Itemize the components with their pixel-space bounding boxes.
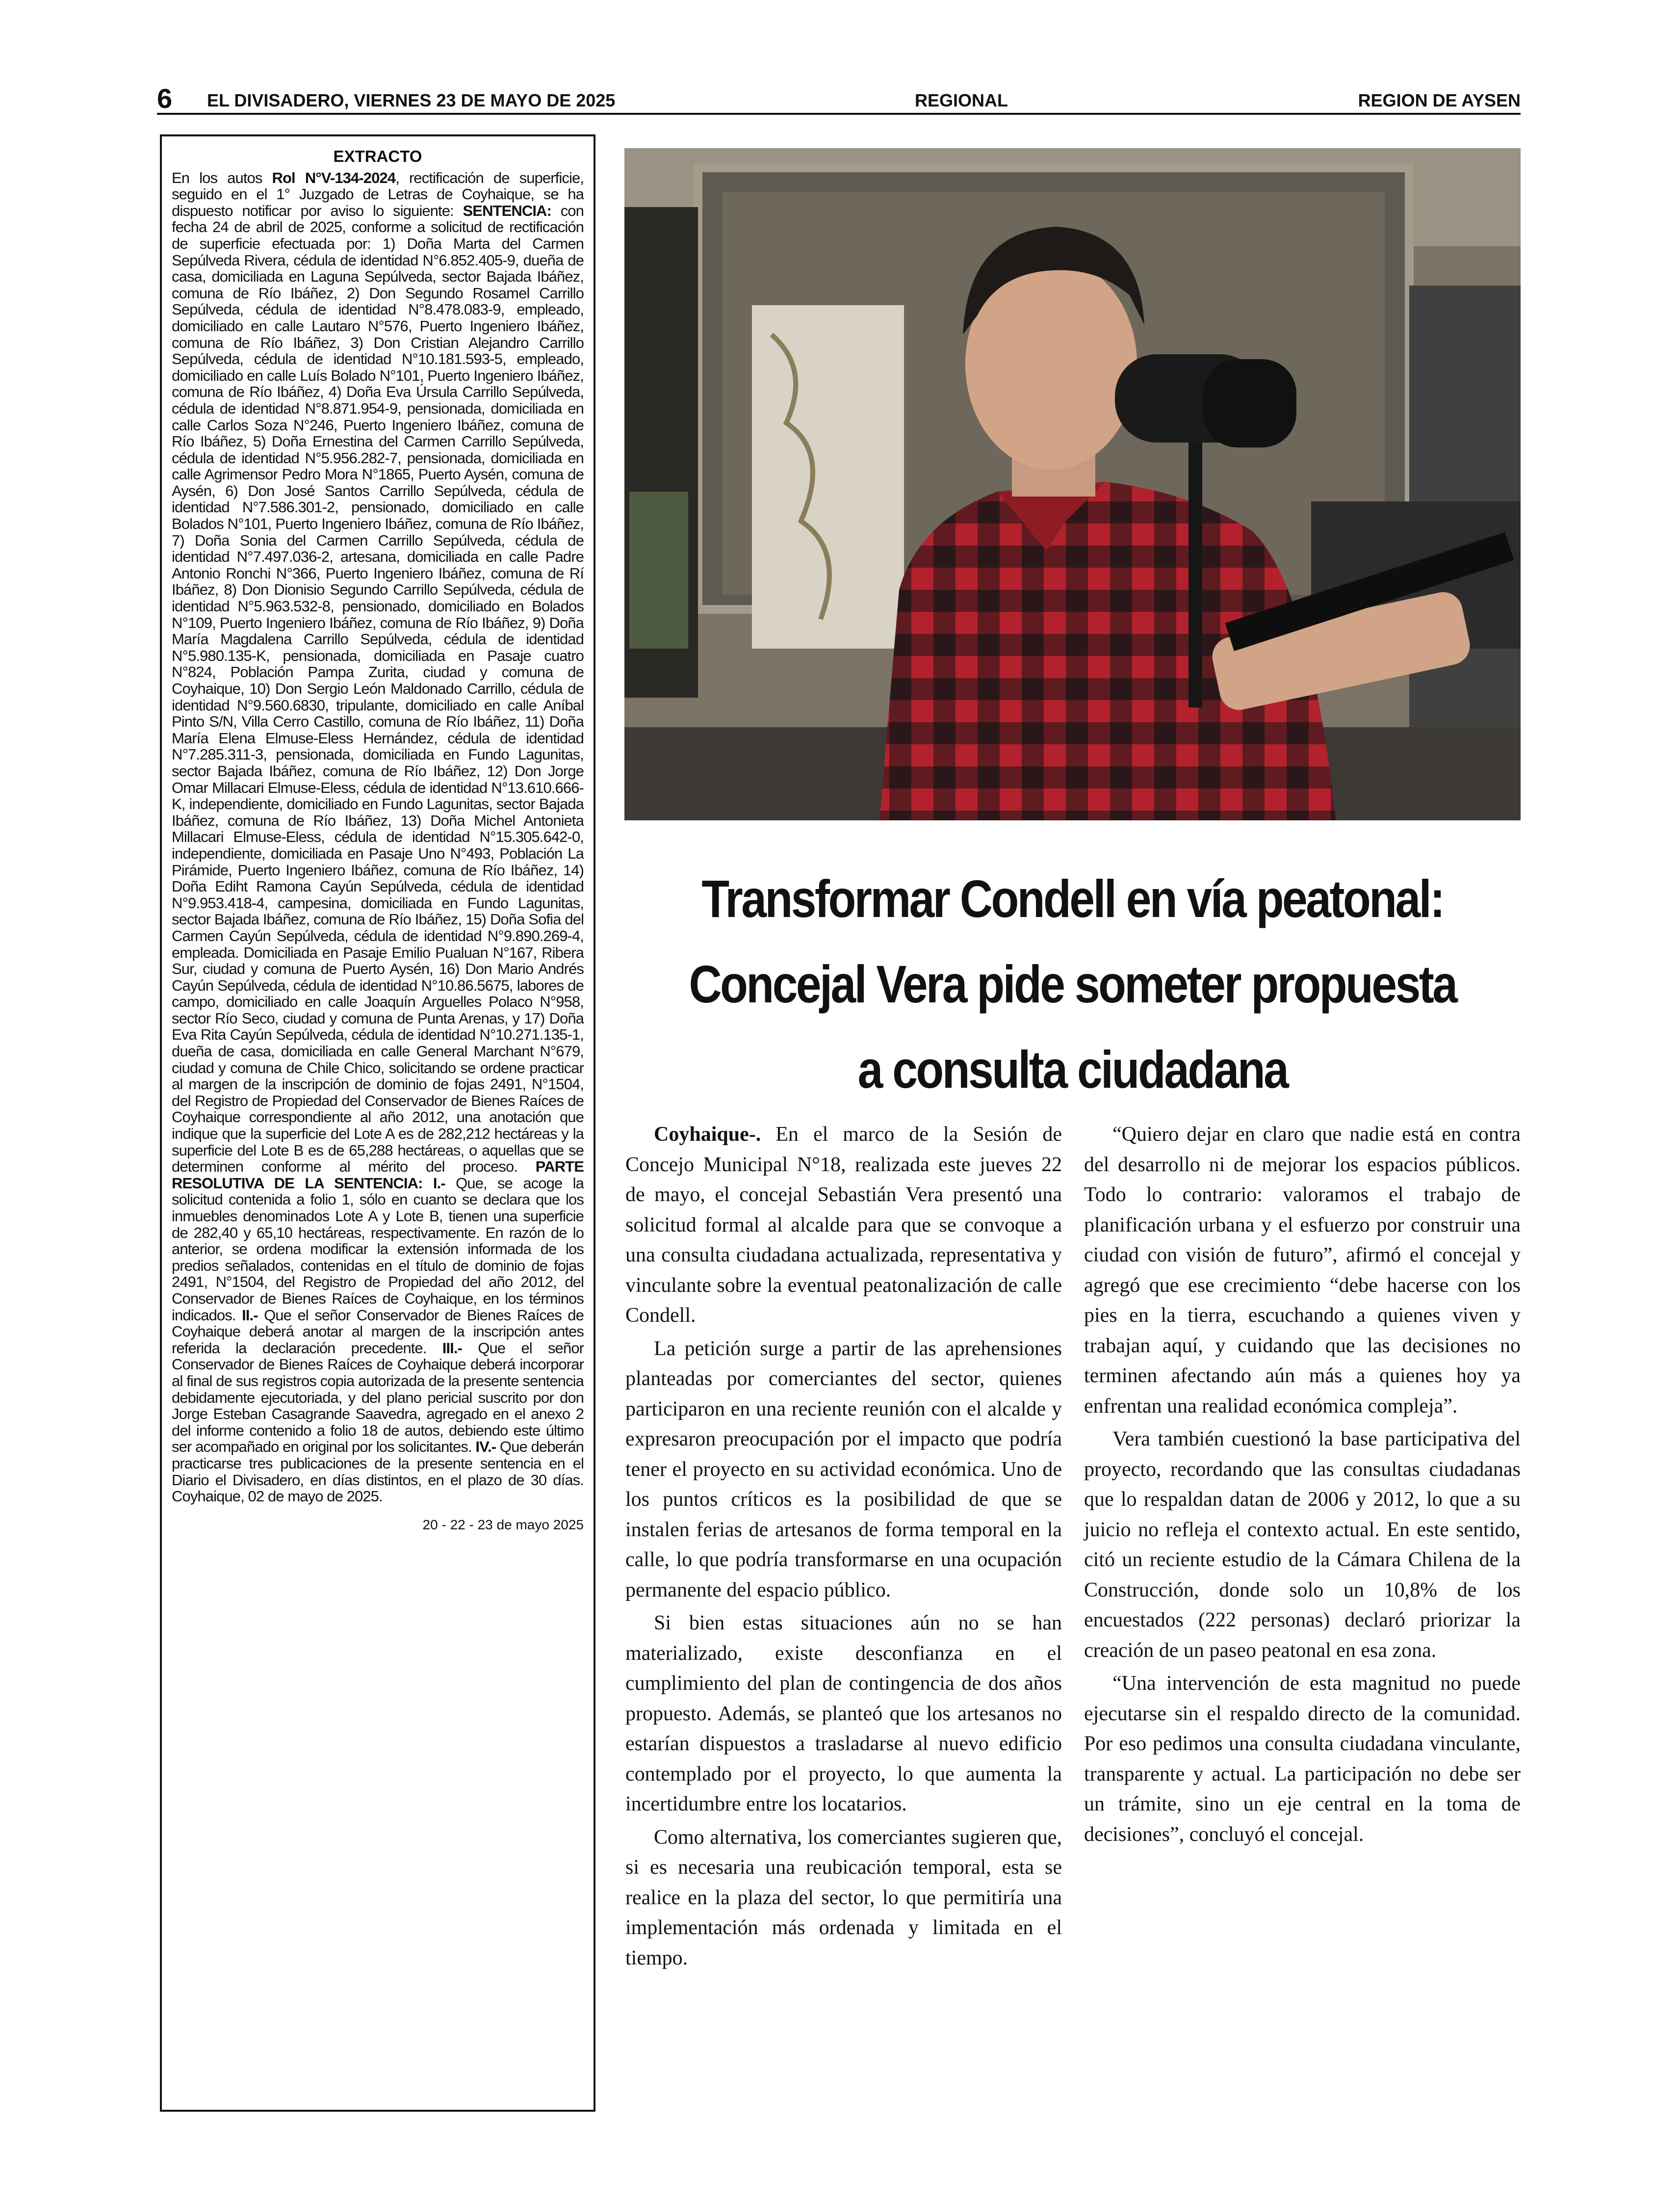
article-column-2 <box>1084 1120 1521 1850</box>
extract-resolution-4: Que deberán practicarse tres publicaciones de la presente sentencia en el Diario el Divisadero, en días distintos, en el plazo de 30 días. Coyhaique, 02 de mayo de 2025. <box>172 1438 584 1505</box>
page-header <box>157 83 1521 115</box>
article-paragraph: La petición surge a partir de las aprehensiones planteadas por comerciantes del sector, quienes participaron en una reciente reunión con el alcalde y expresaron preocupación por el impacto que podría tener el proyecto en su actividad económica. Uno de los puntos críticos es la posibilidad de que se instalen ferias de artesanos de forma temporal en la calle, lo que podría transformarse en una ocupación permanente del espacio público. <box>625 1337 1062 1601</box>
extract-sentencia-body: con fecha 24 de abril de 2025, conforme a solicitud de rectificación de superficie efectuada por: 1) Doña Marta del Carmen Sepúlveda Rivera, cédula de identidad N°6.852.405-9, dueña de casa, domiciliada en Laguna Sepúlveda, sector Bajada Ibáñez, comuna de Río Ibáñez, 2) Don Segundo Rosamel Carrillo Sepúlveda, cédula de identidad N°8.478.083-9, empleado, domiciliado en calle Lautaro N°576, Puerto Ingeniero Ibáñez, comuna de Río Ibáñez, 3) Don Cristian Alejandro Carrillo Sepúlveda, cédula de identidad N°10.181.593-5, empleado, domiciliado en calle Luís Bolado N°101, Puerto Ingeniero Ibáñez, comuna de Río Ibáñez, 4) Doña Eva Úrsula Carrillo Sepúlveda, cédula de identidad N°8.871.954-9, pensionada, domiciliada en calle Carlos Soza N°246, Puerto Ingeniero Ibáñez, comuna de Río Ibáñez, 5) Doña Ernestina del Carmen Carrillo Sepúlveda, cédula de identidad N°5.956.282-7, pensionada, domiciliada en calle Agrimensor Pedro Mora N°1865, Puerto Aysén, comuna de Aysén, 6) Don José Santos Carrillo Sepúlveda, cédula de identidad N°7.586.301-2, pensionado, domiciliado en calle Bolados N°101, Puerto Ingeniero Ibáñez, comuna de Río Ibáñez, 7) Doña Sonia del Carmen Carrillo Sepúlveda, cédula de identidad N°7.497.036-2, artesana, domiciliada en calle Padre Antonio Ronchi N°366, Puerto Ingeniero Ibáñez, comuna de Rí Ibáñez, 8) Don Dionisio Segundo Carrillo Sepúlveda, cédula de identidad N°5.963.532-8, pensionado, domiciliado en Bolados N°109, Puerto Ingeniero Ibáñez, comuna de Río Ibáñez, 9) Doña María Magdalena Carrillo Sepúlveda, cédula de identidad N°5.980.135-K, pensionada, domiciliada en Pasaje cuatro N°824, Población Pampa Zurita, ciudad y comuna de Coyhaique, 10) Don Sergio León Maldonado Carrillo, cédula de identidad N°9.560.6830, tripulante, domiciliado en calle Aníbal Pinto S/N, Villa Cerro Castillo, comuna de Río Ibáñez, 11) Doña María Elena Elmuse-Eless Hernández, cédula de identidad N°7.285.311-3, pensionada, domiciliada en Fundo Lagunitas, sector Bajada Ibáñez, comuna de Río Ibáñez, 12) Don Jorge Omar Millacari Elmuse-Eless, cédula de identidad N°13.610.666-K, independiente, domiciliado en Fundo Lagunitas, sector Bajada Ibáñez, comuna de Río Ibáñez, 13) Doña Michel Antonieta Millacari Elmuse-Eless, cédula de identidad N°15.305.642-0, independiente, domiciliada en Pasaje Uno N°493, Población La Pirámide, Puerto Ingeniero Ibáñez, comuna de Río Ibáñez, 14) Doña Ediht Ramona Cayún Sepúlveda, cédula de identidad N°9.953.418-4, campesina, domiciliada en Fundo Lagunitas, sector Bajada Ibáñez, comuna de Río Ibáñez, 15) Doña Sofia del Carmen Cayún Sepúlveda, cédula de identidad N°9.890.269-4, empleada. Domiciliada en Pasaje Emilio Pualuan N°167, Ribera Sur, ciudad y comuna de Puerto Aysén, 16) Don Mario Andrés Cayún Sepúlveda, cédula de identidad N°10.86.5675, labores de campo, domiciliado en calle Joaquín Arguelles Polaco N°958, sector Río Seco, ciudad y comuna de Punta Arenas, y 17) Doña Eva Rita Cayún Sepúlveda, cédula de identidad N°10.271.135-1, dueña de casa, domiciliada en calle General Marchant N°679, ciudad y comuna de Chile Chico, solicitando se ordene practicar al margen de la inscripción de dominio de fojas 2491, N°1504, del Registro de Propiedad del Conservador de Bienes Raíces de Coyhaique correspondiente al año 2012, una anotación que indique que la superficie del Lote A es de 282,212 hectáreas y la superficie del Lote B es de 65,288 hectáreas, o aquellas que se determinen conforme al mérito del proceso. <box>172 202 584 1176</box>
extract-parte-resolutiva: PARTE RESOLUTIVA DE LA SENTENCIA: I.- <box>172 1158 584 1192</box>
extract-intro: En los autos <box>172 169 272 186</box>
extract-iii-label: III.- <box>442 1339 462 1357</box>
article-paragraph: “Quiero dejar en claro que nadie está en contra del desarrollo ni de mejorar los espacios públicos. Todo lo contrario: valoramos el trabajo de planificación urbana y el esfuerzo por construir una ciudad con visión de futuro”, afirmó el concejal y agregó que ese crecimiento “debe hacerse con los pies en la tierra, escuchando a quienes viven y trabajan aquí, y cuidando que las decisiones no terminen afectando aún más a quienes hoy ya enfrentan una realidad económica compleja”. <box>1084 1123 1521 1417</box>
publication-dates: 20 - 22 - 23 de mayo 2025 <box>422 1517 584 1532</box>
page-number: 6 <box>157 83 173 114</box>
extract-resolution-2: Que el señor Conservador de Bienes Raíces de Coyhaique deberá anotar al margen de la inscripción antes referida la declaración precedente. <box>172 1306 584 1357</box>
extract-ii-label: II.- <box>242 1306 258 1324</box>
section-label: REGIONAL <box>915 90 1008 110</box>
extract-sentencia-label: SENTENCIA: <box>463 202 551 219</box>
extract-iv-label: IV.- <box>475 1438 496 1456</box>
article-paragraph <box>625 1120 1062 1331</box>
extract-resolution-3: Que el señor Conservador de Bienes Raíces de Coyhaique deberá incorporar al final de sus registros copia autorizada de la presente sentencia debidamente ejecutoriada, y del plano pericial suscrito por don Jorge Esteban Casagrande Saavedra, agregado en el anexo 2 del informe contenido a folio 18 de autos, debiendo este último ser acompañado en original por los solicitantes. <box>172 1339 584 1456</box>
dateline: Coyhaique-. <box>654 1123 761 1146</box>
article-paragraph: Si bien estas situaciones aún no se han materializado, existe desconfianza en el cumplimiento del plan de contingencia de dos años propuesto. Además, se planteó que los artesanos no estarían dispuestos a trasladarse al nuevo edificio contemplado por el proyecto, lo que aumenta la incertidumbre entre los locatarios. <box>625 1612 1062 1815</box>
headline-line-3: a consulta ciudadana <box>857 1040 1288 1099</box>
extract-rol: Rol N°V-134-2024 <box>272 169 396 186</box>
headline <box>687 856 1458 1112</box>
paper-date: EL DIVISADERO, VIERNES 23 DE MAYO DE 2025 <box>207 90 616 110</box>
article-paragraph: “Una intervención de esta magnitud no puede ejecutarse sin el respaldo directo de la comunidad. Por eso pedimos una consulta ciudadana vinculante, transparente y actual. La participación no debe ser un trámite, sino un eje central en la toma de decisiones”, concluyó el concejal. <box>1084 1672 1521 1846</box>
headline-line-1: Transformar Condell en vía peatonal: <box>701 869 1444 928</box>
extract-resolution-1: Que, se acoge la solicitud contenida a folio 1, sólo en cuanto se declara que los inmuebles denominados Lote A y Lote B, tienen una superficie de 282,40 y 65,10 hectáreas, respectivamente. En razón de lo anterior, se ordena modificar la extensión informada de los predios señalados, contenidas en el título de dominio de fojas 2491, N°1504, del Registro de Propiedad del año 2012, del Conservador de Bienes Raíces de Coyhaique, en los términos indicados. <box>172 1174 584 1324</box>
article-photo <box>624 148 1521 820</box>
legal-extract-box <box>160 134 595 2112</box>
photo-icon <box>624 148 1521 820</box>
extract-mid: , rectificación de superficie, seguido en el 1° Juzgado de Letras de Coyhaique, se ha dispuesto notificar por aviso lo siguiente: <box>172 169 584 219</box>
region-label: REGION DE AYSEN <box>1358 90 1521 110</box>
article-column-1 <box>625 1120 1062 1973</box>
article-paragraph: Como alternativa, los comerciantes sugieren que, si es necesaria una reubicación temporal, esta se realice en la plaza del sector, lo que permitiría una implementación más ordenada y limitada en el tiempo. <box>625 1826 1062 1969</box>
article-paragraph: Vera también cuestionó la base participativa del proyecto, recordando que las consultas ciudadanas que lo respaldan datan de 2006 y 2012, lo que a su juicio no refleja el contexto actual. En este sentido, citó un reciente estudio de la Cámara Chilena de la Construcción, donde solo un 10,8% de los encuestados (222 personas) declaró priorizar la creación de un paseo peatonal en esa zona. <box>1084 1428 1521 1662</box>
extract-title: EXTRACTO <box>333 147 422 165</box>
article-paragraph-text: En el marco de la Sesión de Concejo Municipal N°18, realizada este jueves 22 de mayo, el concejal Sebastián Vera presentó una solicitud formal al alcalde para que se convoque a una consulta ciudadana actualizada, representativa y vinculante sobre la eventual peatonalización de calle Condell. <box>625 1123 1062 1327</box>
extract-body <box>172 170 584 1505</box>
headline-line-2: Concejal Vera pide someter propuesta <box>689 954 1456 1014</box>
